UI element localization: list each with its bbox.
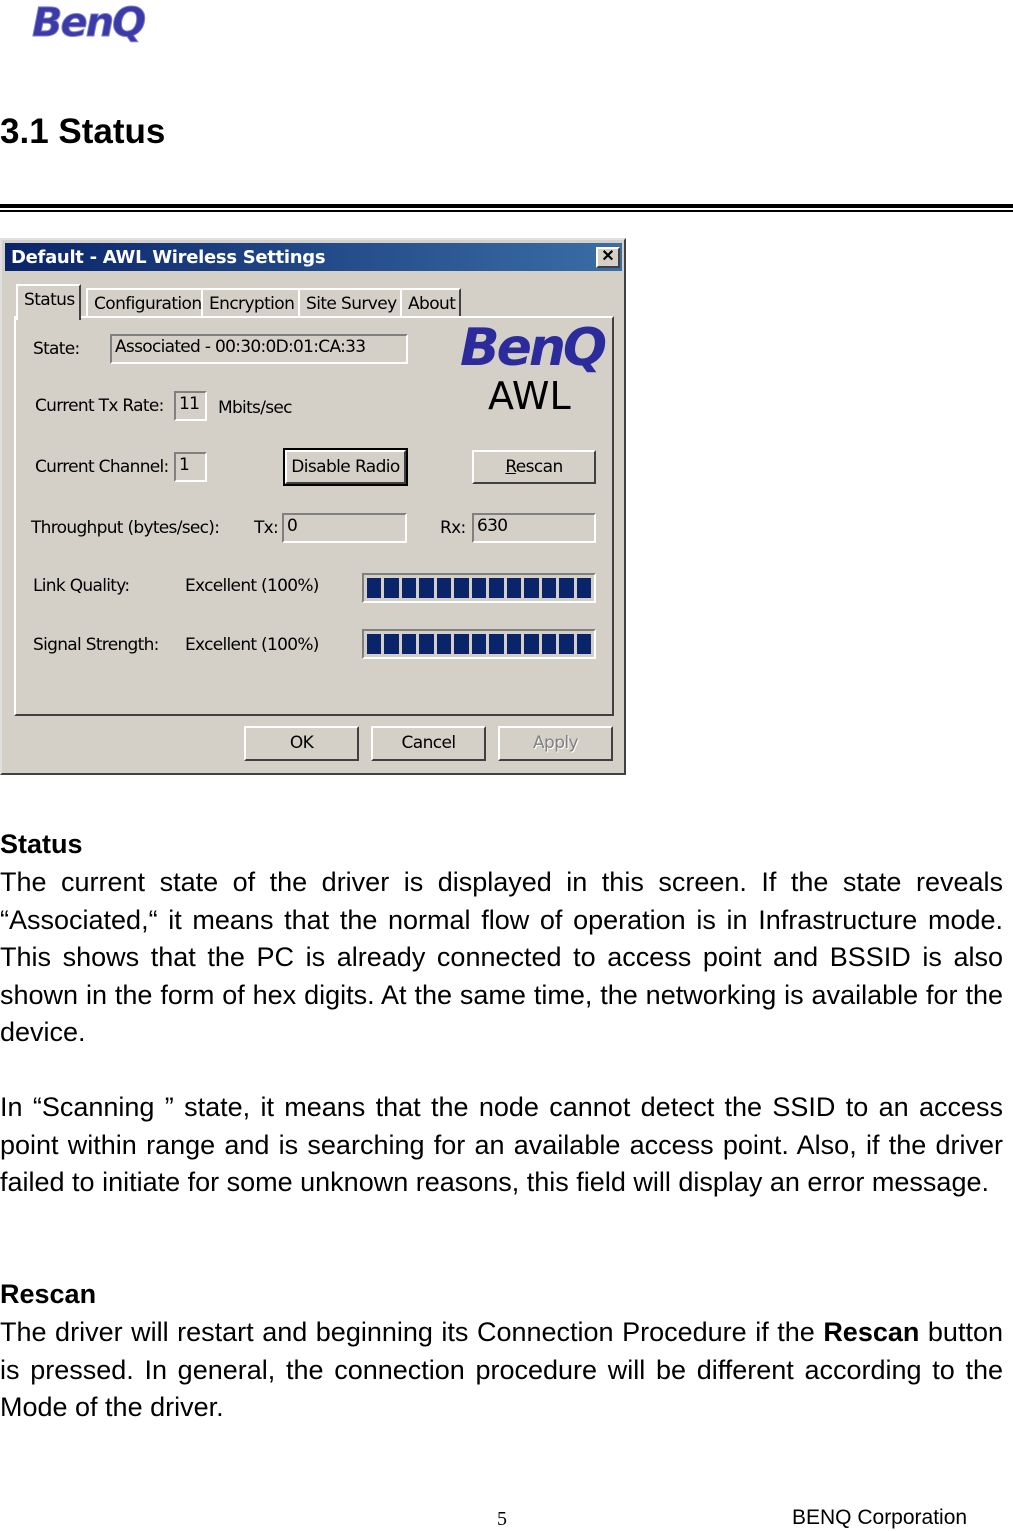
apply-button[interactable] bbox=[498, 726, 613, 761]
tab-encryption[interactable]: Encryption bbox=[201, 288, 300, 318]
tx-throughput-field: 0 bbox=[282, 513, 407, 543]
page-number: 5 bbox=[497, 1508, 507, 1530]
state-label: State: bbox=[33, 339, 80, 359]
rescan-text-after: button is pressed. In general, the connection procedure will be different according to the Mode of the driver. bbox=[0, 1317, 1003, 1422]
bar-segment bbox=[542, 578, 556, 598]
throughput-label: Throughput (bytes/sec): bbox=[31, 518, 220, 538]
bar-segment bbox=[402, 634, 416, 654]
close-icon: ✕ bbox=[601, 248, 615, 265]
bar-segment bbox=[454, 578, 468, 598]
apply-button-label: Apply bbox=[533, 733, 578, 753]
status-paragraph-2: In “Scanning ” state, it means that the node cannot detect the SSID to an access point within range and is searching for an available access point. Also, if the driver failed to initiate for some unknown reasons, this field will display an error message. bbox=[0, 1092, 1003, 1197]
tx-rate-field: 11 bbox=[174, 391, 207, 421]
tab-site-survey[interactable]: Site Survey bbox=[298, 288, 403, 318]
close-button[interactable] bbox=[596, 247, 620, 268]
title-rule-thick bbox=[0, 204, 1013, 208]
rescan-section-title: Rescan bbox=[0, 1279, 97, 1309]
tab-configuration[interactable]: Configuration bbox=[86, 288, 208, 318]
bar-segment bbox=[367, 578, 381, 598]
cancel-button[interactable]: Cancel bbox=[371, 726, 486, 761]
page-title: 3.1 Status bbox=[0, 112, 166, 151]
footer-company: BENQ Corporation bbox=[792, 1506, 968, 1529]
dialog-brand-subtitle: AWL bbox=[488, 374, 571, 418]
bar-segment bbox=[524, 634, 538, 654]
tab-about[interactable]: About bbox=[400, 288, 461, 318]
bar-segment bbox=[367, 634, 381, 654]
signal-strength-label: Signal Strength: bbox=[33, 635, 159, 655]
rescan-text-bold: Rescan bbox=[823, 1317, 920, 1347]
channel-field: 1 bbox=[174, 452, 207, 482]
awl-settings-dialog bbox=[0, 238, 626, 775]
status-section-title: Status bbox=[0, 829, 83, 859]
bar-segment bbox=[489, 634, 503, 654]
rescan-text-before: The driver will restart and beginning its Connection Procedure if the bbox=[0, 1317, 824, 1347]
state-field: Associated - 00:30:0D:01:CA:33 bbox=[110, 334, 408, 364]
bar-segment bbox=[437, 634, 451, 654]
bar-segment bbox=[489, 578, 503, 598]
bar-segment bbox=[419, 578, 433, 598]
rx-label: Rx: bbox=[440, 518, 466, 538]
bar-segment bbox=[577, 634, 591, 654]
tx-label: Tx: bbox=[254, 518, 279, 538]
bar-segment bbox=[472, 634, 486, 654]
bar-segment bbox=[559, 578, 573, 598]
signal-strength-bar bbox=[362, 629, 596, 659]
link-quality-value: Excellent (100%) bbox=[185, 576, 319, 596]
bar-segment bbox=[437, 578, 451, 598]
bar-segment bbox=[472, 578, 486, 598]
dialog-titlebar[interactable] bbox=[5, 243, 622, 271]
ok-button[interactable]: OK bbox=[244, 726, 359, 761]
benq-logo bbox=[30, 0, 185, 46]
bar-segment bbox=[454, 634, 468, 654]
bar-segment bbox=[524, 578, 538, 598]
tab-status[interactable]: Status bbox=[16, 284, 81, 320]
dialog-title: Default - AWL Wireless Settings bbox=[11, 247, 326, 268]
title-rule-thin bbox=[0, 210, 1013, 212]
bar-segment bbox=[384, 578, 398, 598]
rescan-paragraph bbox=[0, 1314, 1003, 1427]
rescan-button[interactable]: Rescan bbox=[472, 450, 596, 484]
svg-text:BenQ: BenQ bbox=[32, 0, 145, 46]
link-quality-bar-fill bbox=[367, 578, 591, 598]
channel-label: Current Channel: bbox=[35, 457, 169, 477]
bar-segment bbox=[542, 634, 556, 654]
tx-rate-label: Current Tx Rate: bbox=[35, 396, 164, 416]
bar-segment bbox=[419, 634, 433, 654]
link-quality-label: Link Quality: bbox=[33, 576, 130, 596]
bar-segment bbox=[507, 634, 521, 654]
link-quality-bar bbox=[362, 573, 596, 603]
signal-strength-bar-fill bbox=[367, 634, 591, 654]
bar-segment bbox=[402, 578, 416, 598]
bar-segment bbox=[384, 634, 398, 654]
rx-throughput-field: 630 bbox=[472, 513, 596, 543]
bar-segment bbox=[559, 634, 573, 654]
bar-segment bbox=[577, 578, 591, 598]
disable-radio-button[interactable]: Disable Radio bbox=[285, 450, 406, 484]
signal-strength-value: Excellent (100%) bbox=[185, 635, 319, 655]
tx-rate-unit: Mbits/sec bbox=[218, 398, 292, 418]
bar-segment bbox=[507, 578, 521, 598]
status-paragraph-1: The current state of the driver is displayed in this screen. If the state reveals “Associated,“ it means that the normal flow of operation is in Infrastructure mode. This shows that the PC is already connected to access point and BSSID is also shown in the form of hex digits. At the same time, the networking is available for the device. bbox=[0, 867, 1003, 1047]
dialog-brand-logo: BenQ bbox=[460, 318, 605, 378]
